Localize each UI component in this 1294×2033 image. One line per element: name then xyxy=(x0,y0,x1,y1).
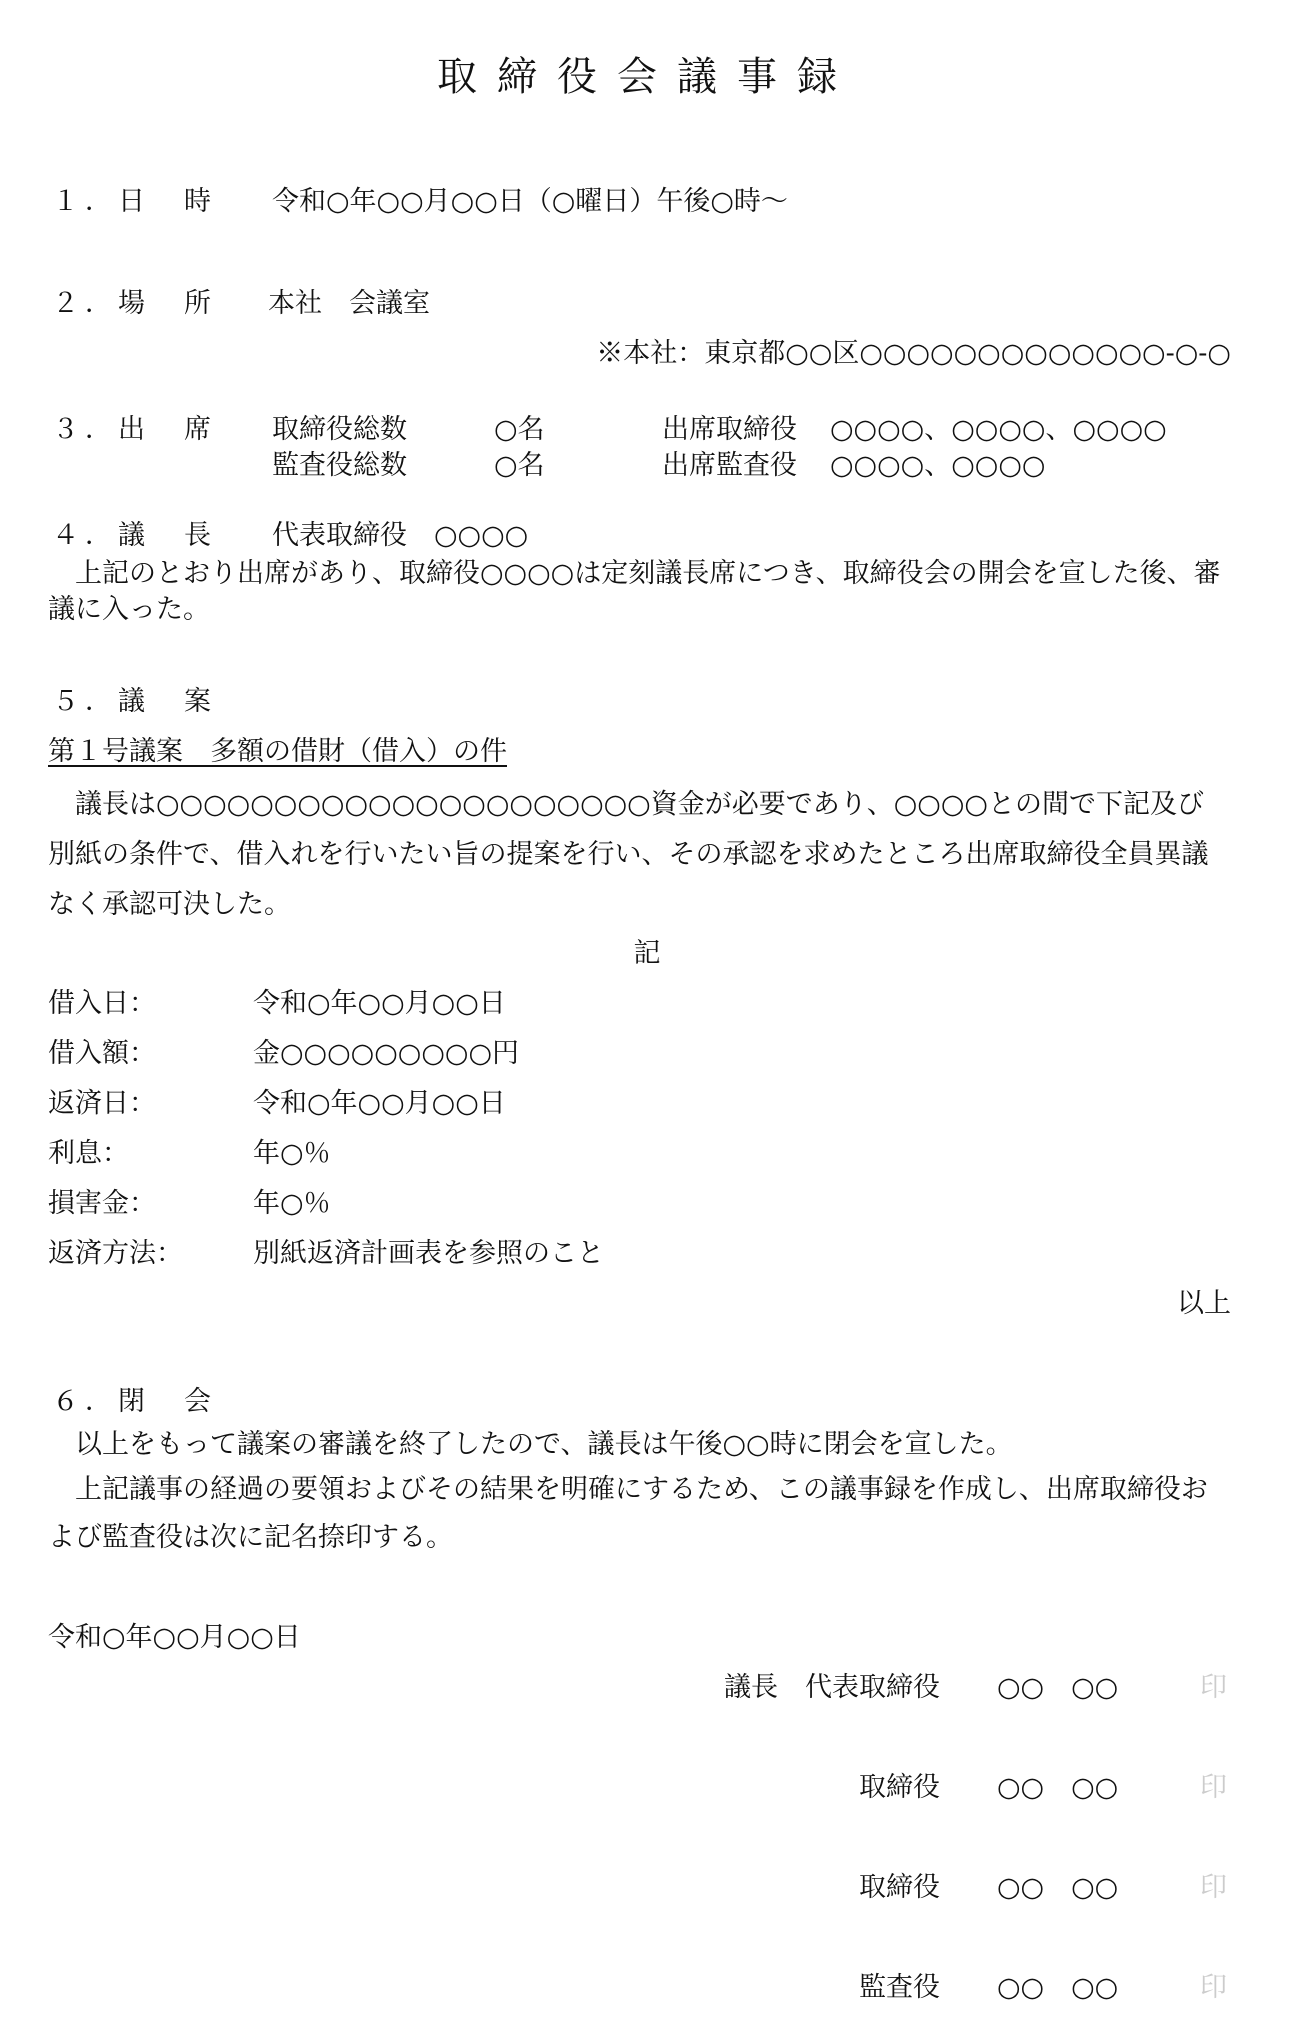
ki-mark: 記 xyxy=(633,938,661,969)
term-label: 損害金： xyxy=(48,1188,156,1219)
seal-mark: 印 xyxy=(1200,1872,1227,1903)
document-title: 取締役会議事録 xyxy=(437,54,857,100)
closing-heading: ６．閉 会 xyxy=(52,1386,217,1417)
term-label: 借入額： xyxy=(48,1038,156,1069)
agenda-heading: ５．議 案 xyxy=(52,686,217,717)
chair-value: 代表取締役 ○○○○ xyxy=(272,520,529,551)
attendance-heading: ３．出 席 xyxy=(52,414,217,445)
term-value: 年○％ xyxy=(253,1188,331,1219)
term-value: 別紙返済計画表を参照のこと xyxy=(253,1238,604,1269)
term-label: 利息： xyxy=(48,1138,129,1169)
signature-name: ○○ ○○ xyxy=(997,1672,1119,1703)
signature-role: 取締役 xyxy=(859,1872,940,1903)
seal-mark: 印 xyxy=(1200,1972,1227,2003)
agenda-item-title: 第１号議案 多額の借財（借入）の件 xyxy=(48,736,507,767)
closing-paragraph-1: 以上をもって議案の審議を終了したので、議長は午後○○時に閉会を宣した。 xyxy=(75,1429,1013,1460)
signature-name: ○○ ○○ xyxy=(997,1972,1119,2003)
ijou-mark: 以上 xyxy=(1177,1288,1231,1319)
head-office-address-note: ※本社：東京都○○区○○○○○○○○○○○○○-○-○ xyxy=(596,338,1231,369)
attending-directors-label: 出席取締役 xyxy=(662,414,797,445)
signature-role: 監査役 xyxy=(859,1972,940,2003)
place-heading: ２．場 所 xyxy=(52,288,217,319)
directors-total-label: 取締役総数 xyxy=(272,414,407,445)
term-value: 年○％ xyxy=(253,1138,331,1169)
document-date: 令和○年○○月○○日 xyxy=(48,1622,301,1653)
signature-role: 議長 代表取締役 xyxy=(724,1672,940,1703)
chair-heading: ４．議 長 xyxy=(52,520,217,551)
attending-auditors-names: ○○○○、○○○○ xyxy=(830,450,1046,481)
signature-name: ○○ ○○ xyxy=(997,1872,1119,1903)
agenda-paragraph: 議長は○○○○○○○○○○○○○○○○○○○○○資金が必要であり、○○○○との間で下記及び別紙の条件で、借入れを行いたい旨の提案を行い、その承認を求めたところ出席取締役全員異議なく承認可決した。 xyxy=(48,789,1209,920)
term-label: 借入日： xyxy=(48,988,156,1019)
attending-directors-names: ○○○○、○○○○、○○○○ xyxy=(830,414,1167,445)
attending-auditors-label: 出席監査役 xyxy=(662,450,797,481)
datetime-heading: １．日 時 xyxy=(52,186,217,217)
seal-mark: 印 xyxy=(1200,1672,1227,1703)
directors-total-count: ○名 xyxy=(494,414,545,445)
term-value: 金○○○○○○○○○円 xyxy=(253,1038,520,1069)
term-label: 返済日： xyxy=(48,1088,156,1119)
signature-role: 取締役 xyxy=(859,1772,940,1803)
term-value: 令和○年○○月○○日 xyxy=(253,1088,506,1119)
auditors-total-count: ○名 xyxy=(494,450,545,481)
seal-mark: 印 xyxy=(1200,1772,1227,1803)
datetime-value: 令和○年○○月○○日（○曜日）午後○時～ xyxy=(272,186,788,217)
closing-paragraph-2: 上記議事の経過の要領およびその結果を明確にするため、この議事録を作成し、出席取締役および監査役は次に記名捺印する。 xyxy=(48,1474,1208,1553)
signature-name: ○○ ○○ xyxy=(997,1772,1119,1803)
auditors-total-label: 監査役総数 xyxy=(272,450,407,481)
chair-paragraph: 上記のとおり出席があり、取締役○○○○は定刻議長席につき、取締役会の開会を宣した後、審議に入った。 xyxy=(48,558,1221,625)
place-value: 本社 会議室 xyxy=(268,288,430,319)
term-value: 令和○年○○月○○日 xyxy=(253,988,506,1019)
term-label: 返済方法： xyxy=(48,1238,183,1269)
